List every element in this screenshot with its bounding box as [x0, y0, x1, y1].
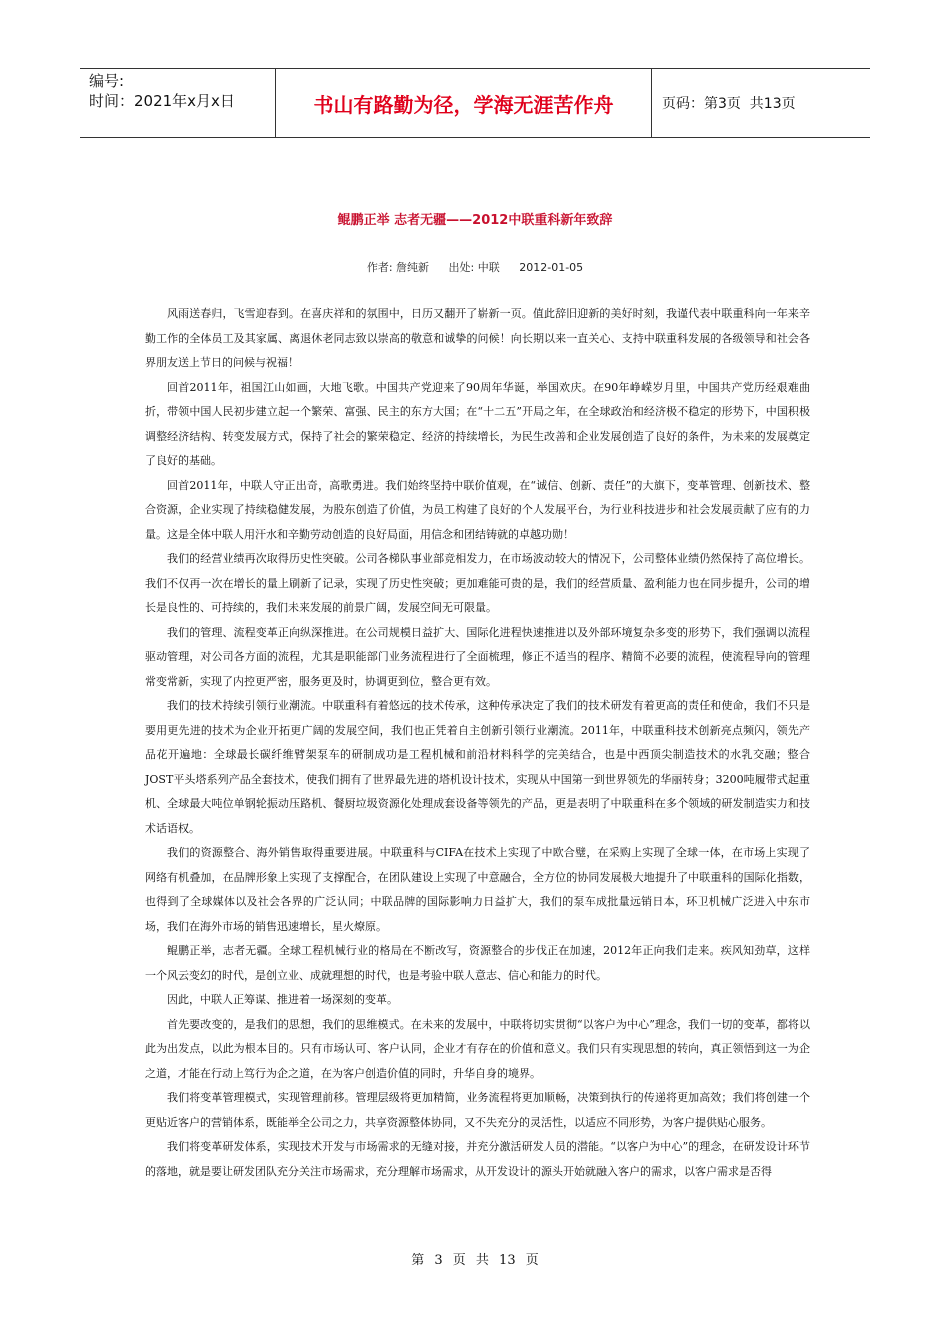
article-date: 2012-01-05 [519, 261, 584, 274]
paragraph: 我们将变革管理模式，实现管理前移。管理层级将更加精简，业务流程将更加顺畅，决策到执行的传递将更加高效；我们将创建一个更贴近客户的营销体系，既能举全公司之力，共享资源整体协同，又不失充分的灵活性，以适应不同形势，为客户提供贴心服务。 [145, 1091, 810, 1129]
page-footer: 第 3 页 共 13 页 [411, 1253, 539, 1268]
article-author: 作者: 詹纯新 [366, 261, 430, 274]
header-motto: 书山有路勤为径，学海无涯苦作舟 [276, 69, 652, 137]
paragraph: 回首2011年，中联人守正出奇，高歌勇进。我们始终坚持中联价值观，在“诚信、创新、责任”的大旗下，变革管理、创新技术、整合资源，企业实现了持续稳健发展，为股东创造了价值，为员工构建了良好的个人发展平台，为行业科技进步和社会发展贡献了应有的力量。这是全体中联人用汗水和辛勤劳动创造的良好局面，用信念和团结铸就的卓越功勋！ [145, 478, 810, 541]
paragraph: 回首2011年，祖国江山如画，大地飞歌。中国共产党迎来了90周年华诞，举国欢庆。在90年峥嵘岁月里，中国共产党历经艰难曲折，带领中国人民初步建立起一个繁荣、富强、民主的东方大国；在“十二五”开局之年，在全球政治和经济极不稳定的形势下，中国积极调整经济结构、转变发展方式，保持了社会的繁荣稳定、经济的持续增长，为民生改善和企业发展创造了良好的条件，为未来的发展奠定了良好的基础。 [145, 380, 810, 467]
document-date-label: 时间：2021年x月x日 [89, 92, 235, 110]
paragraph: 我们的技术持续引领行业潮流。中联重科有着悠远的技术传承，这种传承决定了我们的技术研发有着更高的责任和使命，我们不只是要用更先进的技术为企业开拓更广阔的发展空间，我们也正凭着自主创新引领行业潮流。2011年，中联重科技术创新亮点频闪，领先产品花开遍地：全球最长碳纤维臂架泵车的研制成功是工程机械和前沿材料科学的完美结合，也是中西顶尖制造技术的水乳交融；整合JOST平头塔系列产品全套技术，使我们拥有了世界最先进的塔机设计技术，实现从中国第一到世界领先的华丽转身；3200吨履带式起重机、全球最大吨位单钢轮振动压路机、餐厨垃圾资源化处理成套设备等领先的产品，更是表明了中联重科在多个领域的研发制造实力和技术话语权。 [145, 699, 810, 835]
paragraph: 鲲鹏正举，志者无疆。全球工程机械行业的格局在不断改写，资源整合的步伐正在加速，2012年正向我们走来。疾风知劲草，这样一个风云变幻的时代，是创立业、成就理想的时代，也是考验中联人意志、信心和能力的时代。 [145, 944, 810, 982]
paragraph: 我们的经营业绩再次取得历史性突破。公司各梯队事业部竞相发力，在市场波动较大的情况下，公司整体业绩仍然保持了高位增长。我们不仅再一次在增长的量上刷新了记录，实现了历史性突破；更加难能可贵的是，我们的经营质量、盈利能力也在同步提升，公司的增长是良性的、可持续的，我们未来发展的前景广阔，发展空间无可限量。 [145, 552, 810, 614]
page-header [80, 68, 870, 138]
paragraph: 首先要改变的，是我们的思想，我们的思维模式。在未来的发展中，中联将切实贯彻“以客户为中心”理念，我们一切的变革，都将以此为出发点，以此为根本目的。只有市场认可、客户认同，企业才有存在的价值和意义。我们只有实现思想的转向，真正领悟到这一为企之道，才能在行动上笃行为企之道，在为客户创造价值的同时，升华自身的境界。 [145, 1017, 810, 1080]
header-page-label: 页码：第3页 共13页 [662, 96, 796, 112]
header-info-cell [80, 69, 276, 137]
paragraph: 我们的管理、流程变革正向纵深推进。在公司规模日益扩大、国际化进程快速推进以及外部环境复杂多变的形势下，我们强调以流程驱动管理，对公司各方面的流程，尤其是职能部门业务流程进行了全面梳理，修正不适当的程序、精简不必要的流程，使流程导向的管理常变常新，实现了内控更严密，服务更及时，协调更到位，整合更有效。 [145, 625, 810, 688]
article-source: 出处: 中联 [448, 261, 500, 274]
article-body [145, 302, 810, 1184]
paragraph: 我们将变革研发体系，实现技术开发与市场需求的无缝对接，并充分激活研发人员的潜能。“以客户为中心”的理念，在研发设计环节的落地，就是要让研发团队充分关注市场需求，充分理解市场需求，从开发设计的源头开始就融入客户的需求，以客户需求是否得 [145, 1140, 810, 1178]
article-title: 鲲鹏正举 志者无疆——2012中联重科新年致辞 [337, 213, 613, 228]
paragraph: 风雨送春归，飞雪迎春到。在喜庆祥和的氛围中，日历又翻开了崭新一页。值此辞旧迎新的美好时刻，我谨代表中联重科向一年来辛勤工作的全体员工及其家属、离退休老同志致以崇高的敬意和诚挚的问候！向长期以来一直关心、支持中联重科发展的各级领导和社会各界朋友送上节日的问候与祝福！ [145, 307, 810, 369]
document-number-label: 编号: [89, 72, 125, 90]
paragraph: 因此，中联人正筹谋、推进着一场深刻的变革。 [167, 993, 398, 1006]
article-byline [0, 259, 950, 275]
paragraph: 我们的资源整合、海外销售取得重要进展。中联重科与CIFA在技术上实现了中欧合璧，在采购上实现了全球一体，在市场上实现了网络有机叠加，在品牌形象上实现了支撑配合，在团队建设上实现了中意融合，全方位的协同发展极大地提升了中联重科的国际化指数，也得到了全球媒体以及社会各界的广泛认同；中联品牌的国际影响力日益扩大，我们的泵车成批量远销日本，环卫机械广泛进入中东市场，我们在海外市场的销售迅速增长，星火燎原。 [145, 846, 810, 933]
header-page-cell [652, 69, 870, 137]
